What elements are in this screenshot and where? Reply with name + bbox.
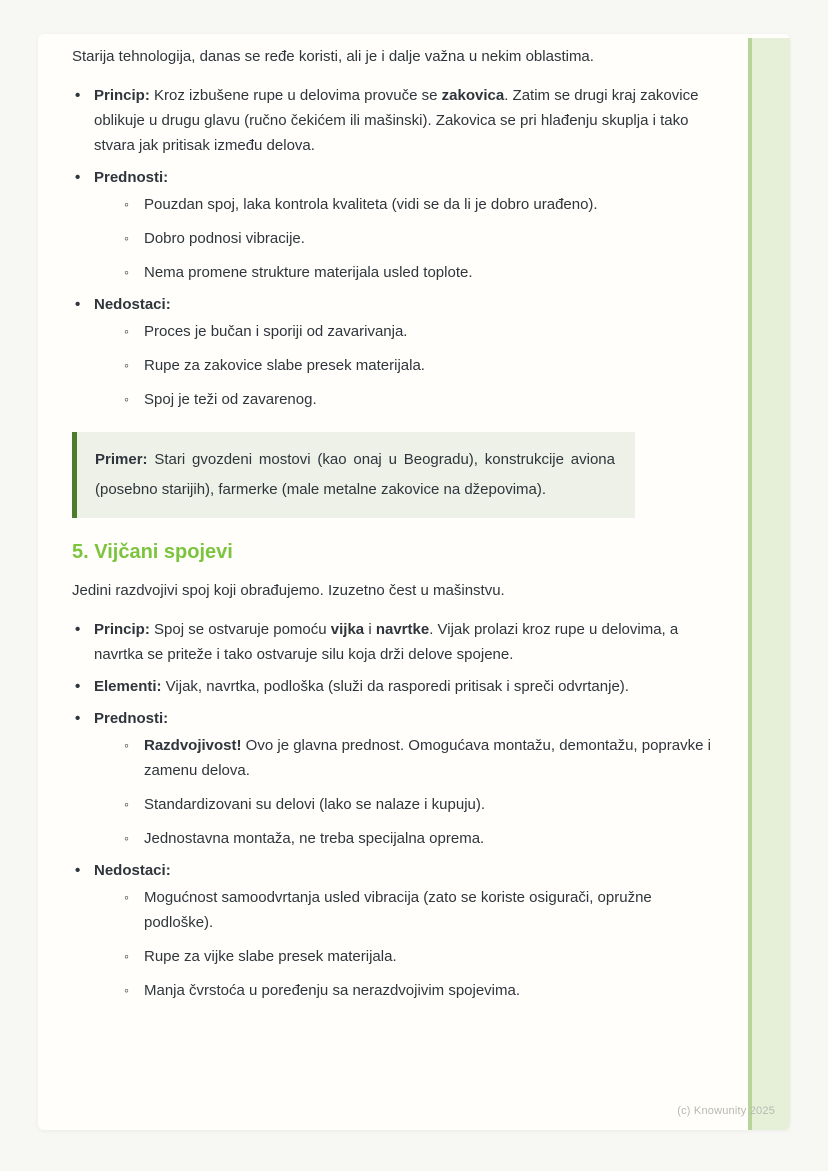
sub-list-item — [122, 353, 722, 378]
text-segment: Nema promene strukture materijala usled toplote. — [144, 264, 473, 281]
list-item — [72, 292, 722, 412]
list-item-text — [144, 944, 722, 969]
sub-list-item — [122, 192, 722, 217]
sub-list-item — [122, 792, 722, 817]
list-item — [72, 83, 722, 158]
example-callout-box — [72, 432, 635, 518]
text-segment: Jednostavna montaža, ne treba specijalna oprema. — [144, 830, 485, 847]
text-segment: Dobro podnosi vibracije. — [144, 230, 305, 247]
bold-text-segment: Nedostaci: — [94, 862, 171, 879]
bold-text-segment: Primer: — [95, 451, 148, 468]
list-item-text — [94, 674, 722, 699]
text-segment: Kroz izbušene rupe u delovima provuče se — [149, 87, 442, 104]
text-segment: Proces je bučan i sporiji od zavarivanja. — [144, 323, 408, 340]
intro-paragraph: Starija tehnologija, danas se ređe koristi, ali je i dalje važna u nekim oblastima. — [72, 48, 594, 65]
list-item — [72, 858, 722, 1003]
sub-list — [94, 319, 722, 412]
list-item-text — [144, 192, 722, 217]
list-item-text — [144, 319, 722, 344]
list-item-text — [144, 885, 722, 935]
text-segment: Ovo je glavna prednost. Omogućava montažu, demontažu, popravke i zamenu delova. — [144, 737, 711, 779]
list-item — [72, 674, 722, 699]
sub-list-item — [122, 260, 722, 285]
sub-list-item — [122, 978, 722, 1003]
bold-text-segment: vijka — [330, 621, 365, 638]
document-page — [38, 34, 790, 1130]
list-item-text — [144, 826, 722, 851]
list-item-text — [94, 83, 722, 158]
bold-text-segment: navrtke — [375, 621, 430, 638]
list-item — [72, 617, 722, 667]
sub-list — [94, 192, 722, 285]
text-segment: Manja čvrstoća u poređenju sa nerazdvojivim spojevima. — [144, 982, 521, 999]
sub-list-item — [122, 319, 722, 344]
list-item-text — [144, 792, 722, 817]
sub-list-item — [122, 885, 722, 935]
sub-list-item — [122, 387, 722, 412]
bold-text-segment: Princip: — [94, 621, 150, 638]
list-item-text — [144, 226, 722, 251]
list-item-text — [144, 387, 722, 412]
list-item-text — [144, 260, 722, 285]
bold-text-segment: Prednosti: — [94, 169, 169, 186]
bold-text-segment: zakovica — [441, 87, 505, 104]
text-segment: Rupe za vijke slabe presek materijala. — [144, 948, 397, 965]
text-segment: Standardizovani su delovi (lako se nalaze i kupuju). — [144, 796, 486, 813]
list-item-text — [144, 353, 722, 378]
text-segment: Vijak, navrtka, podloška (služi da rasporedi pritisak i spreči odvrtanje). — [161, 678, 629, 695]
list-item-text — [144, 733, 722, 783]
copyright-watermark: (c) Knowunity 2025 — [677, 1105, 775, 1117]
section-heading: 5. Vijčani spojevi — [72, 541, 233, 563]
text-segment: Spoj je teži od zavarenog. — [144, 391, 317, 408]
bold-text-segment: Princip: — [94, 87, 150, 104]
text-segment: Pouzdan spoj, laka kontrola kvaliteta (vidi se da li je dobro urađeno). — [144, 196, 598, 213]
list-item-text — [94, 858, 722, 883]
page-content — [38, 34, 790, 1003]
text-segment: i — [364, 621, 376, 638]
list-item-text — [94, 165, 722, 190]
rivet-joints-list — [72, 83, 722, 412]
bold-text-segment: Nedostaci: — [94, 296, 171, 313]
sub-list-item — [122, 826, 722, 851]
text-segment: Spoj se ostvaruje pomoću — [149, 621, 331, 638]
list-item — [72, 706, 722, 851]
list-item-text — [94, 617, 722, 667]
text-segment: Stari gvozdeni mostovi (kao onaj u Beogradu), konstrukcije aviona (posebno starijih), farmerke (male metalne zakovice na džepovima). — [95, 451, 615, 498]
list-item-text — [144, 978, 722, 1003]
sub-list — [94, 885, 722, 1003]
bold-text-segment: Elementi: — [94, 678, 162, 695]
section-intro-paragraph: Jedini razdvojivi spoj koji obrađujemo. Izuzetno čest u mašinstvu. — [72, 582, 505, 599]
text-segment: . Vijak prolazi kroz rupe u delovima, a navrtka se priteže i tako ostvaruje silu koja drži delove spojene. — [94, 621, 679, 663]
text-segment: Rupe za zakovice slabe presek materijala. — [144, 357, 425, 374]
text-segment: . Zatim se drugi kraj zakovice oblikuje u drugu glavu (ručno čekićem ili mašinski). Zakovica se pri hlađenju skuplja i tako stvara jak pritisak između delova. — [94, 87, 699, 154]
sub-list — [94, 733, 722, 851]
list-item-text — [94, 292, 722, 317]
sub-list-item — [122, 944, 722, 969]
bold-text-segment: Razdvojivost! — [144, 737, 242, 754]
text-segment: Mogućnost samoodvrtanja usled vibracija (zato se koriste osigurači, opružne podloške). — [144, 889, 652, 931]
list-item-text — [94, 706, 722, 731]
bold-text-segment: Prednosti: — [94, 710, 169, 727]
list-item — [72, 165, 722, 285]
sub-list-item — [122, 733, 722, 783]
example-text — [95, 445, 615, 505]
sub-list-item — [122, 226, 722, 251]
screw-joints-list — [72, 617, 722, 1003]
